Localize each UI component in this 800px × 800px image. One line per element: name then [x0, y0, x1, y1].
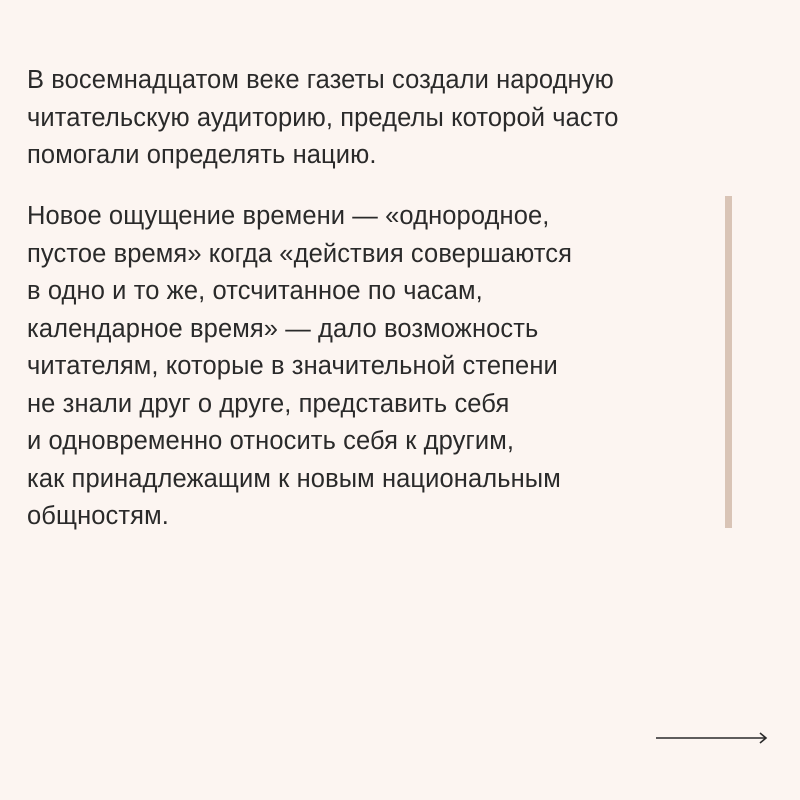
quote-line-1: Новое ощущение времени — «однородное,: [27, 202, 550, 230]
quote-line-4: календарное время» — дало возможность: [27, 314, 539, 343]
next-slide-button[interactable]: [654, 728, 770, 748]
quote-line-6: не знали друг о друге, представить себя: [27, 389, 510, 418]
quote-line-9: общностям.: [27, 502, 169, 530]
quote-line-5: читателям, которые в значительной степени: [27, 352, 558, 380]
quote-paragraph: [27, 198, 572, 536]
quote-line-7: и одновременно относить себя к другим,: [27, 427, 515, 455]
arrow-right-icon: [654, 728, 770, 748]
quote-line-8: как принадлежащим к новым национальным: [27, 464, 561, 493]
intro-paragraph: [27, 62, 619, 175]
quote-line-2: пустое время» когда «действия совершаются: [27, 239, 573, 268]
intro-line-1: В восемнадцатом веке газеты создали народную: [27, 66, 614, 94]
quote-accent-bar: [725, 196, 732, 528]
intro-line-2: читательскую аудиторию, пределы которой часто: [27, 103, 619, 132]
quote-line-3: в одно и то же, отсчитанное по часам,: [27, 277, 483, 305]
intro-line-3: помогали определять нацию.: [27, 141, 377, 169]
